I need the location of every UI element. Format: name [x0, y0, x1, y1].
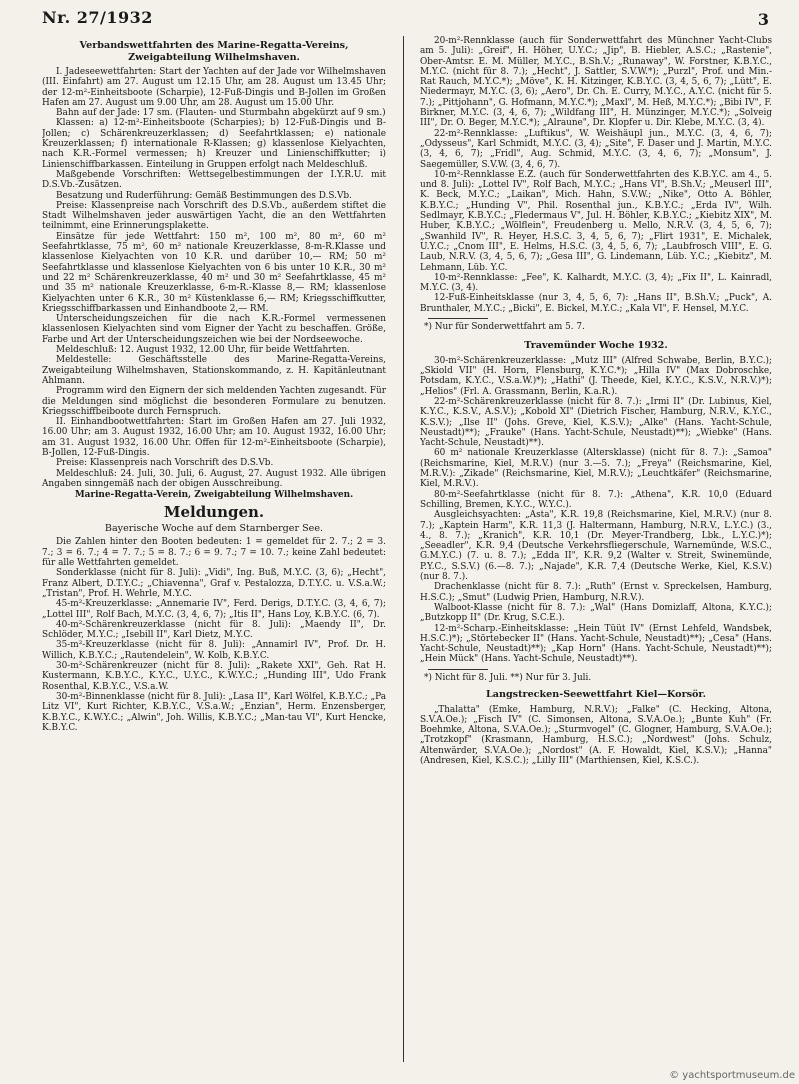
paragraph: 80-m²-Seefahrtklasse (nicht für 8. 7.): „Athena", K.R. 10,0 (Eduard Schilling, Bremen, K.Y.C., W.Y.C.).: [420, 489, 772, 510]
paragraph: Meldeschluß: 24. Juli, 30. Juli, 6. August, 27. August 1932. Alle übrigen Angaben sinngemäß nach der obigen Ausschreibung.: [42, 468, 386, 489]
article-title: [42, 40, 386, 63]
paragraph: Preise: Klassenpreise nach Vorschrift des D.S.Vb., außerdem stiftet die Stadt Wilhelmshaven jeder auswärtigen Yacht, die an den Wettfahrten teilnimmt, eine Erinnerungsplakette.: [42, 200, 386, 232]
paragraph: Besatzung und Ruderführung: Gemäß Bestimmungen des D.S.Vb.: [56, 190, 352, 201]
paragraph: Die Zahlen hinter den Booten bedeuten: 1 = gemeldet für 2. 7.; 2 = 3. 7.; 3 = 6. 7.; 4 = 7. 7.; 5 = 8. 7.; 6 = 9. 7.; 7 = 10. 7.; keine Zahl bedeutet: für alle Wettfahrten gemeldet.: [42, 537, 386, 569]
paragraph: 12-Fuß-Einheitsklasse (nur 3, 4, 5, 6, 7): „Hans II", B.Sh.V.; „Puck", A. Brunthaler, M.Y.C.; „Bicki", E. Bickel, M.Y.C.; „Kala VI", F. Hensel, M.Y.C.: [420, 293, 772, 314]
paragraph: 22-m²-Schärenkreuzerklasse (nicht für 8. 7.): „Irmi II" (Dr. Lubinus, Kiel, K.Y.C., K.S.V., A.S.V.); „Kobold XI" (Dietrich Fischer, Hamburg, N.R.V., K.Y.C., K.S.V.); „Ilse II" (Johs. Greve, Kiel, K.S.V.); „Alke" (Hans. Yacht-Schule, Neustadt)**); „Frauke" (Hans. Yacht-Schule, Neustadt)**); „Wiebke" (Hans. Yacht-Schule, Neustadt)**).: [420, 397, 772, 449]
paragraph: Unterscheidungszeichen für die nach K.R.-Formel vermessenen klassenlosen Kielyachten sind vom Eigner der Yacht zu beschaffen. Größe, Farbe und Art der Unterscheidungszeichen wie bei der Nordseewoche.: [42, 314, 386, 345]
paragraph: 30-m²-Binnenklasse (nicht für 8. Juli): „Lasa II", Karl Wölfel, K.B.Y.C.; „Pa Litz VI", Kurt Richter, K.B.Y.C., V.S.a.W.; „Enzian", Herm. Enzensberger, K.B.Y.C., K.W.Y.C.; „Alwin", Joh. Willis, K.B.Y.C.; „Man-tau VI", Kurt Hencke, K.B.Y.C.: [42, 691, 386, 733]
paragraph: 20-m²-Rennklasse (auch für Sonderwettfahrt des Münchner Yacht-Clubs am 5. Juli): „Greif", H. Höher, U.Y.C.; „Jip", B. Hiebler, A.S.C.; „Rastenie", Ober-Amtsr. E. M. Müller, M.Y.C., B.Sh.V.; „Runaway", W. Forstner, K.B.Y.C., M.Y.C. (nicht für 8. 7.); „Hecht", J. Sattler, S.V.W.*); „Purzl", Prof. und Min.-Rat Rauch, M.Y.C.*); „Möve", K. H. Kitzinger, K.B.Y.C. (3, 4, 5, 6, 7); „Lütt", E. Niedermayr, M.Y.C. (3, 6); „Aero", Dr. Ch. E. Curry, M.Y.C., A.Y.C. (nicht für 5. 7.); „Pittjohann", G. Hofmann, M.Y.C.*); „Maxl", M. Heß, M.Y.C.*); „Bibi IV", F. Birkner, M.Y.C. (3, 4, 6, 7); „Wildfang III", H. Münzinger, M.Y.C.*); „Solveig III", Dr. O. Beger, M.Y.C.*); „Alraune", Dr. Klopfer u. Dir. Klebe, M.Y.C. (3, 4).: [420, 36, 772, 129]
footnote-rule: [428, 669, 488, 670]
paragraph: Ausgleichsyachten: „Asta", K.R. 19,8 (Reichsmarine, Kiel, M.R.V.) (nur 8. 7.); „Kaptein Harm", K.R. 11,3 (J. Haltermann, Hamburg, N.R.V., L.Y.C.) (3., 4., 8. 7.); „Kranich", K.R. 10,1 (Dr. Meyer-Trandberg, Lbk., L.Y.C.)*); „Seeadler", K.R. 9,4 (Deutsche Verkehrsfliegerschule, Warnemünde, W.S.C., G.M.Y.C.) (7. u. 8. 7.); „Edda II", K.R. 9,2 (Walter v. Streit, Swinemünde, P.Y.C., S.S.V.) (6.—8. 7.); „Najade", K.R. 7,4 (Deutsche Werke, Kiel, K.S.V.) (nur 8. 7.).: [420, 510, 772, 583]
paragraph: II. Einhandbootwettfahrten: Start im Großen Hafen am 27. Juli 1932, 16.00 Uhr; am 3. August 1932, 16.00 Uhr; am 10. August 1932, 16.00 Uhr; am 31. August 1932, 16.00 Uhr. Offen für 12-m²-Einheitsboote (Scharpie), B-Jollen, 12-Fuß-Dingis.: [42, 417, 386, 458]
footnote: *) Nur für Sonderwettfahrt am 5. 7.: [424, 322, 585, 333]
paragraph: 30-m²-Schärenkreuzer (nicht für 8. Juli): „Rakete XXI", Geh. Rat H. Kustermann, K.B.Y.C., K.Y.C., U.Y.C., K.W.Y.C.; „Hunding III", Udo Frank Rosenthal, K.B.Y.C., V.S.a.W.: [42, 661, 386, 692]
paragraph: Maßgebende Vorschriften: Wettsegelbestimmungen der I.Y.R.U. mit D.S.Vb.-Zusätzen.: [42, 169, 386, 191]
paragraph: 10-m²-Rennklasse E.Z. (auch für Sonderwettfahrten des K.B.Y.C. am 4., 5. und 8. Juli): „Lottel IV", Rolf Bach, M.Y.C.; „Hans VI", B.Sh.V.; „Meuserl III", K. Beck, M.Y.C.; „Laikan", Mich. Hahn, S.V.W.; „Nike", Otto A. Böhler, K.B.Y.C.; „Hunding V", Phil. Rosenthal jun., K.B.Y.C.; „Erda IV", Wilh. Sedlmayr, K.B.Y.C.; „Fledermaus V", Jul. H. Böhler, K.B.Y.C.; „Kiebitz XIX", M. Huber, K.B.Y.C.; „Wölflein", Freudenberg u. Mello, N.R.V. (3, 4, 5, 6, 7); „Swanhild IV", R. Heyer, H.S.C. 3, 4, 5, 6, 7); „Flirt 1931", E. Michalek, U.Y.C.; „Cnom III", E. Helms, H.S.C. (3, 4, 5, 6, 7); „Laubfrosch VIII", E. G. Laub, N.R.V. (3, 4, 5, 6, 7); „Gesa III", G. Lindemann, Lüb. Y.C.; „Kiebitz", M. Lehmann, Lüb. Y.C.: [420, 169, 772, 273]
paragraph: 45-m²-Kreuzerklasse: „Annemarie IV", Ferd. Derigs, D.T.Y.C. (3, 4, 6, 7); „Lottel III", Rolf Bach, M.Y.C. (3, 4, 6, 7); „Itis II", Hans Loy, K.B.Y.C. (6, 7).: [42, 599, 386, 620]
paragraph: I. Jadeseewettfahrten: Start der Yachten auf der Jade vor Wilhelmshaven (III. Einfahrt) am 27. August um 12.15 Uhr, am 28. August um 13.45 Uhr; der 12-m²-Einheitsboote (Scharpie), 12-Fuß-Dingis und B-Jollen im Großen Hafen am 27. August um 9.00 Uhr, am 28. August um 15.00 Uhr.: [42, 67, 386, 108]
paragraph: Meldeschluß: 12. August 1932, 12.00 Uhr, für beide Wettfahrten.: [56, 345, 350, 356]
watermark: © yachtsportmuseum.de: [669, 1070, 795, 1081]
left-column: [42, 36, 386, 1066]
paragraph: Walboot-Klasse (nicht für 8. 7.): „Wal" (Hans Domizlaff, Altona, K.Y.C.); „Butzkopp II" (Dr. Krug, S.C.E.).: [420, 602, 772, 624]
paragraph: 60 m² nationale Kreuzerklasse (Altersklasse) (nicht für 8. 7.): „Samoa" (Reichsmarine, Kiel, M.R.V.) (nur 3.—5. 7.); „Freya" (Reichsmarine, Kiel, M.R.V.): „Zikade" (Reichsmarine, Kiel, M.R.V.); „Leuchtkäfer" (Reichsmarine, Kiel, M.R.V.).: [420, 448, 772, 490]
footnote: *) Nicht für 8. Juli. **) Nur für 3. Juli.: [424, 672, 592, 683]
footnote-rule: [428, 318, 488, 319]
paragraph: 30-m²-Schärenkreuzerklasse: „Mutz III" (Alfred Schwabe, Berlin, B.Y.C.); „Skiold VII" (H. Horn, Flensburg, K.Y.C.*); „Hilla IV" (Max Dobroschke, Potsdam, K.Y.C., V.S.a.W.)*); „Hathi" (J. Theede, Kiel, K.Y.C., K.S.V., N.R.V.)*); „Helios" (Frl. A. Grassmann, Berlin, K.a.R.).: [420, 355, 772, 397]
paragraph: Drachenklasse (nicht für 8. 7.): „Ruth" (Ernst v. Spreckelsen, Hamburg, H.S.C.); „Smut" (Ludwig Prien, Hamburg, N.R.V.).: [420, 582, 772, 603]
paragraph: Meldestelle: Geschäftsstelle des Marine-Regatta-Vereins, Zweigabteilung Wilhelmshaven, Stationskommando, z. H. Kapitänleutnant Ahlmann.: [42, 355, 386, 386]
paragraph: Preise: Klassenpreis nach Vorschrift des D.S.Vb.: [56, 458, 274, 469]
subsection-title: Bayerische Woche auf dem Starnberger See.: [104, 523, 324, 535]
article-title-line1: Verbandswettfahrten des Marine-Regatta-Vereins,: [79, 40, 349, 51]
column-divider: [403, 36, 404, 1062]
page-number: 3: [757, 10, 769, 29]
article-title-line2: Zweigabteilung Wilhelmshaven.: [128, 51, 300, 63]
paragraph: Einsätze für jede Wettfahrt: 150 m², 100 m², 80 m², 60 m² Seefahrtklasse, 75 m², 60 m² nationale Kreuzerklasse, 8-m-R.Klasse und klassenlose Kielyachten von 10 K.R. und darüber 10,— RM; 50 m² Seefahrtklasse und klassenlose Kielyachten von 6 bis unter 10 K.R., 30 m² und 22 m² Schärenkreuzerklasse, 40 m² und 30 m² Seefahrtklasse, 45 m² und 35 m² nationale Kreuzerklasse, 6-m-R.-Klasse 8,— RM; klassenlose Kielyachten unter 6 K.R., 30 m² Küstenklasse 6,— RM; Kriegsschiffkutter, Kriegsschiffbarkassen und Einhandboote 2,— RM.: [42, 231, 386, 314]
paragraph: 12-m²-Scharp.-Einheitsklasse: „Hein Tüüt IV" (Ernst Lehfeld, Wandsbek, H.S.C.)*); „Störtebecker II" (Hans. Yacht-Schule, Neustadt)**); „Cesa" (Hans. Yacht-Schule, Neustadt)**); „Kap Horn" (Hans. Yacht-Schule, Neustadt)**); „Hein Mück" (Hans. Yacht-Schule, Neustadt)**).: [420, 623, 772, 665]
paragraph: 40-m²-Schärenkreuzerklasse (nicht für 8. Juli): „Maendy II", Dr. Schlöder, M.Y.C.; „Isebill II", Karl Dietz, M.Y.C.: [42, 619, 386, 641]
paragraph: 22-m²-Rennklasse: „Luftikus", W. Weishäupl jun., M.Y.C. (3, 4, 6, 7); „Odysseus", Karl Schmidt, M.Y.C. (3, 4); „Site", F. Daser und J. Martin, M.Y.C. (3, 4, 6, 7); „Fridl", Aug. Schmid, M.Y.C. (3, 4, 6, 7); „Monsum", J. Saegemüller, S.V.W. (3, 4, 6, 7).: [420, 128, 772, 170]
paragraph: 10-m²-Rennklasse: „Fee", K. Kalhardt, M.Y.C. (3, 4); „Fix II", L. Kainradl, M.Y.C. (3, 4).: [420, 272, 772, 294]
article-signature: Marine-Regatta-Verein, Zweigabteilung Wilhelmshaven.: [74, 490, 354, 501]
paragraph: Sonderklasse (nicht für 8. Juli): „Vidi", Ing. Buß, M.Y.C. (3, 6); „Hecht", Franz Albert, D.T.Y.C.; „Chiavenna", Graf v. Pestalozza, D.T.Y.C. u. V.S.a.W.; „Tristan", Prof. H. Wehrle, M.Y.C.: [42, 568, 386, 599]
paragraph: Klassen: a) 12-m²-Einheitsboote (Scharpies); b) 12-Fuß-Dingis und B-Jollen; c) Schärenkreuzerklassen; d) Seefahrtklassen; e) nationale Kreuzerklassen; f) internationale R-Klassen; g) klassenlose Kielyachten, nach K.R.-Formel vermessen; h) Kreuzer und Linienschiffkutter; i) Linienschiffbarkassen. Einteilung in Gruppen erfolgt nach Meldeschluß.: [42, 118, 386, 170]
subsection-title: Langstrecken-Seewettfahrt Kiel—Korsör.: [486, 689, 706, 701]
right-column: [420, 36, 772, 1066]
paragraph: „Thalatta" (Emke, Hamburg, N.R.V.); „Falke" (C. Hecking, Altona, S.V.A.Oe.); „Fisch IV" (C. Simonsen, Altona, S.V.A.Oe.); „Bunte Kuh" (Fr. Boehmke, Altona, S.V.A.Oe.); „Sturmvogel" (C. Glogner, Hamburg, S.V.A.Oe.); „Trotzkopf" (Krasmann, Hamburg, H.S.C.); „Nordwest" (Johs. Schulz, Altenwärder, S.V.A.Oe.); „Nordost" (A. F. Howaldt, Kiel, K.S.V.); „Hanna" (Andresen, Kiel, K.S.C.); „Lilly III" (Marthiensen, Kiel, K.S.C.).: [420, 704, 772, 766]
paragraph: 35-m²-Kreuzerklasse (nicht für 8. Juli): „Annamirl IV", Prof. Dr. H. Willich, K.B.Y.C.; „Rautendelein", W. Kolb, K.B.Y.C.: [42, 640, 386, 661]
paragraph: Bahn auf der Jade: 17 sm. (Flauten- und Sturmbahn abgekürzt auf 9 sm.): [56, 108, 386, 119]
subsection-title: Travemünder Woche 1932.: [524, 340, 668, 352]
issue-number: Nr. 27/1932: [42, 8, 153, 27]
paragraph: Programm wird den Eignern der sich meldenden Yachten zugesandt. Für die Meldungen sind möglichst die besonderen Formulare zu benutzen. Kriegsschiffbeiboote durch Fernspruch.: [42, 386, 386, 417]
section-heading-meldungen: Meldungen.: [163, 503, 265, 522]
